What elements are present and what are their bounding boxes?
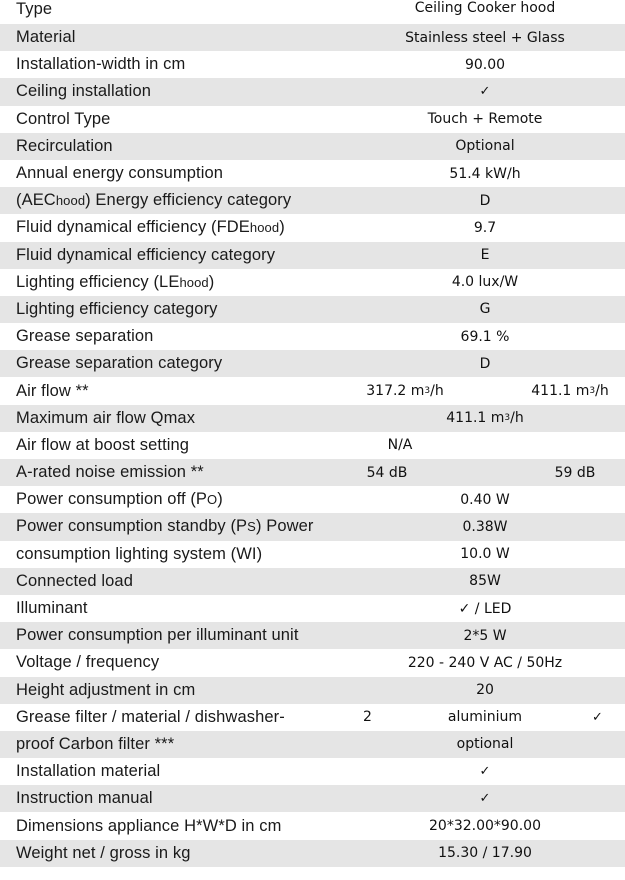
spec-row-control-type (0, 106, 625, 133)
spec-value-material: aluminium (447, 709, 523, 726)
spec-value: 2*5 W (463, 627, 507, 644)
spec-value: 20*32.00*90.00 (429, 818, 541, 835)
spec-value: 15.30 / 17.90 (438, 845, 532, 862)
spec-value: Touch + Remote (427, 111, 543, 128)
spec-label: Grease separation (16, 327, 154, 346)
spec-value: 0.38W (462, 518, 508, 535)
spec-value-count: 2 (363, 709, 372, 726)
spec-value: E (480, 247, 490, 264)
spec-value: optional (456, 736, 514, 753)
spec-value: 0.40 W (460, 491, 510, 508)
spec-value: 4.0 lux/W (451, 274, 519, 291)
spec-row-recirculation (0, 133, 625, 160)
spec-row-type (0, 0, 625, 24)
spec-value-max: 59 dB (554, 464, 596, 481)
spec-label: Lighting efficiency (LE hood ) (16, 272, 215, 291)
spec-value: ✓ / LED (458, 600, 512, 617)
spec-value: 51.4 kW/h (449, 165, 521, 182)
spec-row-illuminant (0, 595, 625, 622)
spec-value: 20 (476, 682, 494, 699)
spec-row-ceiling-installation (0, 78, 625, 105)
spec-label: Recirculation (16, 136, 113, 155)
spec-row-installation-material (0, 758, 625, 785)
spec-label: consumption lighting system (WI) (16, 544, 263, 563)
spec-label: Power consumption standby (P S ) Power (16, 517, 314, 536)
spec-label: Control Type (16, 109, 111, 128)
spec-row-power-standby (0, 513, 625, 540)
spec-row-illuminant-power (0, 622, 625, 649)
spec-label: Instruction manual (16, 789, 153, 808)
spec-row-grease-filter (0, 704, 625, 731)
spec-row-energy-efficiency-category (0, 187, 625, 214)
spec-label: Maximum air flow Qmax (16, 408, 196, 427)
spec-label: Weight net / gross in kg (16, 843, 191, 862)
spec-value: 85W (469, 573, 501, 590)
spec-value: 90.00 (464, 56, 506, 73)
spec-label: (AEC hood ) Energy efficiency category (16, 191, 292, 210)
spec-row-lighting-category (0, 296, 625, 323)
spec-label: Installation material (16, 762, 161, 781)
spec-row-voltage (0, 649, 625, 676)
spec-row-fluid-dynamical-efficiency (0, 214, 625, 241)
checkmark-icon: ✓ (479, 791, 491, 807)
spec-label: Grease filter / material / dishwasher- (16, 707, 285, 726)
spec-row-dimensions (0, 812, 625, 839)
spec-label: Ceiling installation (16, 82, 151, 101)
spec-label: Illuminant (16, 599, 88, 618)
spec-value: D (479, 192, 491, 209)
spec-label: Installation-width in cm (16, 55, 186, 74)
spec-value: D (479, 355, 491, 372)
spec-row-power-off (0, 486, 625, 513)
spec-label: Power consumption off (P O ) (16, 490, 223, 509)
spec-value: Optional (455, 138, 515, 155)
spec-label: Power consumption per illuminant unit (16, 626, 299, 645)
checkmark-icon: ✓ (479, 84, 491, 100)
spec-value: 411.1 m 3 /h (446, 410, 524, 427)
spec-value-max: 411.1 m 3 /h (531, 383, 609, 400)
spec-label: Grease separation category (16, 354, 223, 373)
spec-label: Dimensions appliance H*W*D in cm (16, 816, 282, 835)
spec-label: Material (16, 28, 76, 47)
spec-row-lighting-efficiency (0, 269, 625, 296)
spec-row-installation-width (0, 51, 625, 78)
spec-value: G (479, 301, 491, 318)
spec-value-min: 317.2 m 3 /h (366, 383, 444, 400)
spec-row-air-flow (0, 377, 625, 404)
spec-label: Fluid dynamical efficiency category (16, 245, 276, 264)
checkmark-icon: ✓ (592, 709, 603, 725)
spec-label: Connected load (16, 571, 133, 590)
spec-row-noise-emission (0, 459, 625, 486)
spec-row-fluid-dynamical-category (0, 242, 625, 269)
checkmark-icon: ✓ (479, 764, 491, 780)
spec-row-weight (0, 840, 625, 867)
spec-row-annual-energy (0, 160, 625, 187)
spec-value: 220 - 240 V AC / 50Hz (407, 654, 563, 671)
spec-label: Air flow at boost setting (16, 435, 190, 454)
spec-value: Ceiling Cooker hood (414, 0, 556, 16)
spec-row-grease-separation (0, 323, 625, 350)
spec-label: Type (16, 0, 53, 18)
spec-row-max-air-flow (0, 405, 625, 432)
spec-label: Lighting efficiency category (16, 299, 218, 318)
spec-value: 9.7 (473, 219, 497, 236)
spec-row-boost-air-flow (0, 432, 625, 459)
spec-row-material (0, 24, 625, 51)
spec-row-grease-separation-category (0, 350, 625, 377)
spec-label: Voltage / frequency (16, 653, 160, 672)
spec-label: Annual energy consumption (16, 164, 224, 183)
spec-label: Height adjustment in cm (16, 680, 196, 699)
spec-row-connected-load (0, 568, 625, 595)
spec-value: N/A (387, 437, 413, 454)
spec-value-min: 54 dB (366, 464, 408, 481)
spec-value: 69.1 % (460, 328, 510, 345)
spec-value: 10.0 W (460, 546, 510, 563)
spec-row-height-adjustment (0, 677, 625, 704)
spec-label: A-rated noise emission ** (16, 463, 204, 482)
spec-row-instruction-manual (0, 785, 625, 812)
spec-row-lighting-consumption (0, 541, 625, 568)
spec-row-carbon-filter (0, 731, 625, 758)
spec-label: Air flow ** (16, 381, 89, 400)
spec-label: Fluid dynamical efficiency (FDE hood ) (16, 218, 285, 237)
spec-value: Stainless steel + Glass (405, 29, 565, 46)
spec-label: proof Carbon filter *** (16, 734, 175, 753)
